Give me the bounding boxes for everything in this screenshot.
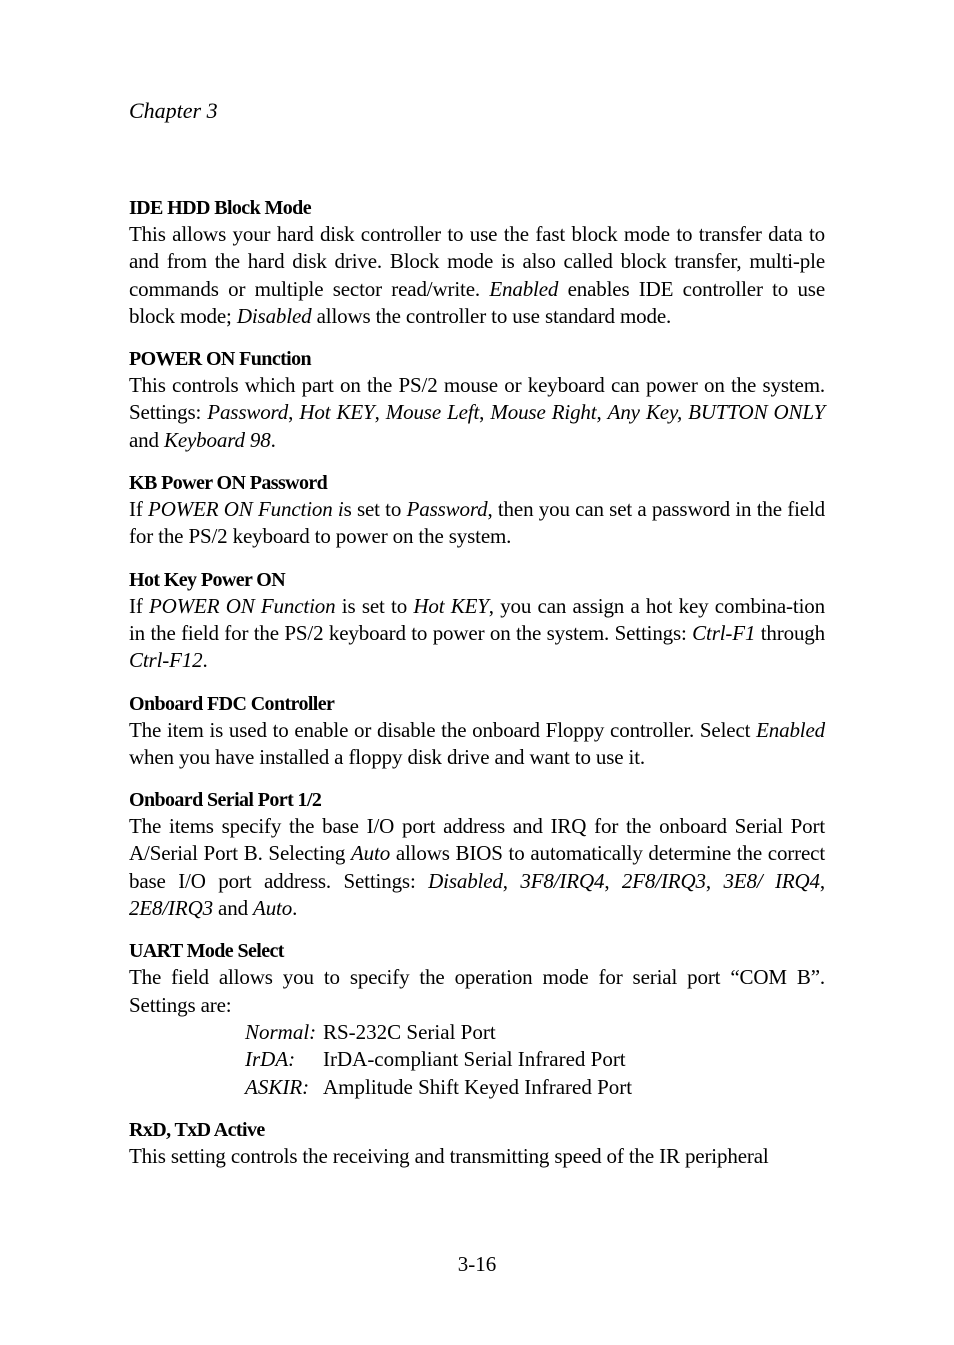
body-text: and [212, 896, 254, 921]
body-text: . [202, 648, 208, 673]
body-text: s set to [343, 497, 407, 522]
section [129, 691, 825, 772]
section-title: Onboard FDC Controller [129, 692, 335, 715]
setting-value: RS-232C Serial Port [323, 1019, 496, 1044]
emphasized-text: Auto [351, 841, 391, 866]
setting-value: IrDA-compliant Serial Infrared Port [323, 1047, 626, 1072]
setting-value: Amplitude Shift Keyed Infrared Port [323, 1074, 633, 1099]
setting-key: Normal: [245, 1019, 317, 1044]
body-text: enables IDE controller to use block mode; [129, 276, 825, 328]
section-title: Onboard Serial Port 1/2 [129, 789, 322, 812]
body-text: This setting controls the receiving and transmitting speed of the IR peripheral [129, 1143, 769, 1168]
emphasized-text: Enabled [489, 276, 559, 301]
section-title: POWER ON Function [129, 348, 312, 371]
section [129, 938, 825, 1100]
settings-list [245, 1019, 825, 1101]
emphasized-text: Mouse Right [490, 400, 597, 425]
body-text: , then you can set a password in the field for the PS/2 keyboard to power on the system. [129, 497, 825, 549]
body-text: . [270, 427, 276, 452]
section-body [129, 717, 825, 772]
section-title: IDE HDD Block Mode [129, 197, 311, 219]
chapter-heading: Chapter 3 [129, 98, 218, 123]
section-title: KB Power ON Password [129, 472, 328, 495]
body-text: , [596, 400, 608, 425]
body-text: and [129, 427, 164, 452]
body-text: is set to [335, 593, 414, 618]
emphasized-text: 3E8/ IRQ4 [723, 868, 820, 893]
section-body [129, 372, 825, 454]
section-body [129, 593, 825, 675]
body-text: The field allows you to specify the operation mode for serial port “COM B”. Settings are: [129, 965, 825, 1017]
body-text: , you can assign a hot key combina-tion in the field for the PS/2 keyboard to power on the system. Settings: [129, 593, 825, 645]
body-text: This allows your hard disk controller to use the fast block mode to transfer data to and from the hard disk drive. Block mode is also called block transfer, multi-ple commands or multiple sector read/write. [129, 222, 825, 301]
page-content [129, 195, 825, 1186]
body-text: This controls which part on the PS/2 mouse or keyboard can power on the system. Settings: [129, 373, 825, 425]
section [129, 787, 825, 922]
section-body [129, 813, 825, 922]
emphasized-text: Any Key, BUTTON ONLY [607, 400, 826, 425]
body-text: , [705, 868, 724, 893]
emphasized-text: 3F8/IRQ4 [520, 868, 605, 893]
body-text: , [502, 868, 521, 893]
section [129, 195, 825, 330]
setting-key: ASKIR: [245, 1074, 310, 1099]
section-body [129, 221, 825, 330]
emphasized-text: Disabled [236, 303, 312, 328]
emphasized-text: Hot KEY [299, 400, 375, 425]
body-text: , [288, 400, 300, 425]
section [129, 567, 825, 675]
body-text: The item is used to enable or disable the onboard Floppy controller. Select [129, 717, 757, 742]
emphasized-text: Enabled [756, 717, 825, 742]
body-text: If [129, 593, 149, 618]
body-text: allows BIOS to automatically determine the correct base I/O port address. Settings: [129, 841, 826, 893]
emphasized-text: Keyboard 98 [163, 427, 271, 452]
emphasized-text: Ctrl-F1 [692, 620, 756, 645]
section-body [129, 964, 825, 1019]
emphasized-text: POWER ON Function i [148, 497, 344, 522]
section-body [129, 496, 825, 551]
setting-key: IrDA: [245, 1047, 296, 1072]
emphasized-text: Hot KEY [413, 593, 489, 618]
section-title: RxD, TxD Active [129, 1118, 265, 1141]
body-text: through [755, 620, 826, 645]
body-text: when you have installed a floppy disk drive and want to use it. [129, 744, 646, 769]
emphasized-text: Disabled [428, 868, 503, 893]
emphasized-text: Auto [253, 896, 293, 921]
body-text: , [604, 868, 622, 893]
body-text: , [479, 400, 491, 425]
section-title: Hot Key Power ON [129, 568, 286, 591]
page-number: 3-16 [457, 1252, 497, 1276]
body-text: If [129, 497, 149, 522]
emphasized-text: Password [406, 497, 488, 522]
body-text: , [374, 400, 386, 425]
emphasized-text: Password [207, 400, 289, 425]
emphasized-text: Ctrl-F12 [129, 648, 203, 673]
settings-row [245, 1046, 825, 1073]
section [129, 346, 825, 454]
section [129, 470, 825, 551]
emphasized-text: POWER ON Function [149, 593, 336, 618]
body-text: . [292, 896, 298, 921]
emphasized-text: 2E8/IRQ3 [129, 896, 213, 921]
emphasized-text: Mouse Left [385, 400, 480, 425]
body-text: , [819, 868, 825, 893]
section-title: UART Mode Select [129, 940, 284, 963]
body-text: allows the controller to use standard mode. [311, 303, 672, 328]
emphasized-text: 2F8/IRQ3 [621, 868, 706, 893]
settings-row [245, 1074, 825, 1101]
section-body [129, 1143, 825, 1170]
body-text: The items specify the base I/O port address and IRQ for the onboard Serial Port A/Serial Port B. Selecting [129, 814, 825, 866]
section [129, 1117, 825, 1170]
settings-row [245, 1019, 825, 1046]
